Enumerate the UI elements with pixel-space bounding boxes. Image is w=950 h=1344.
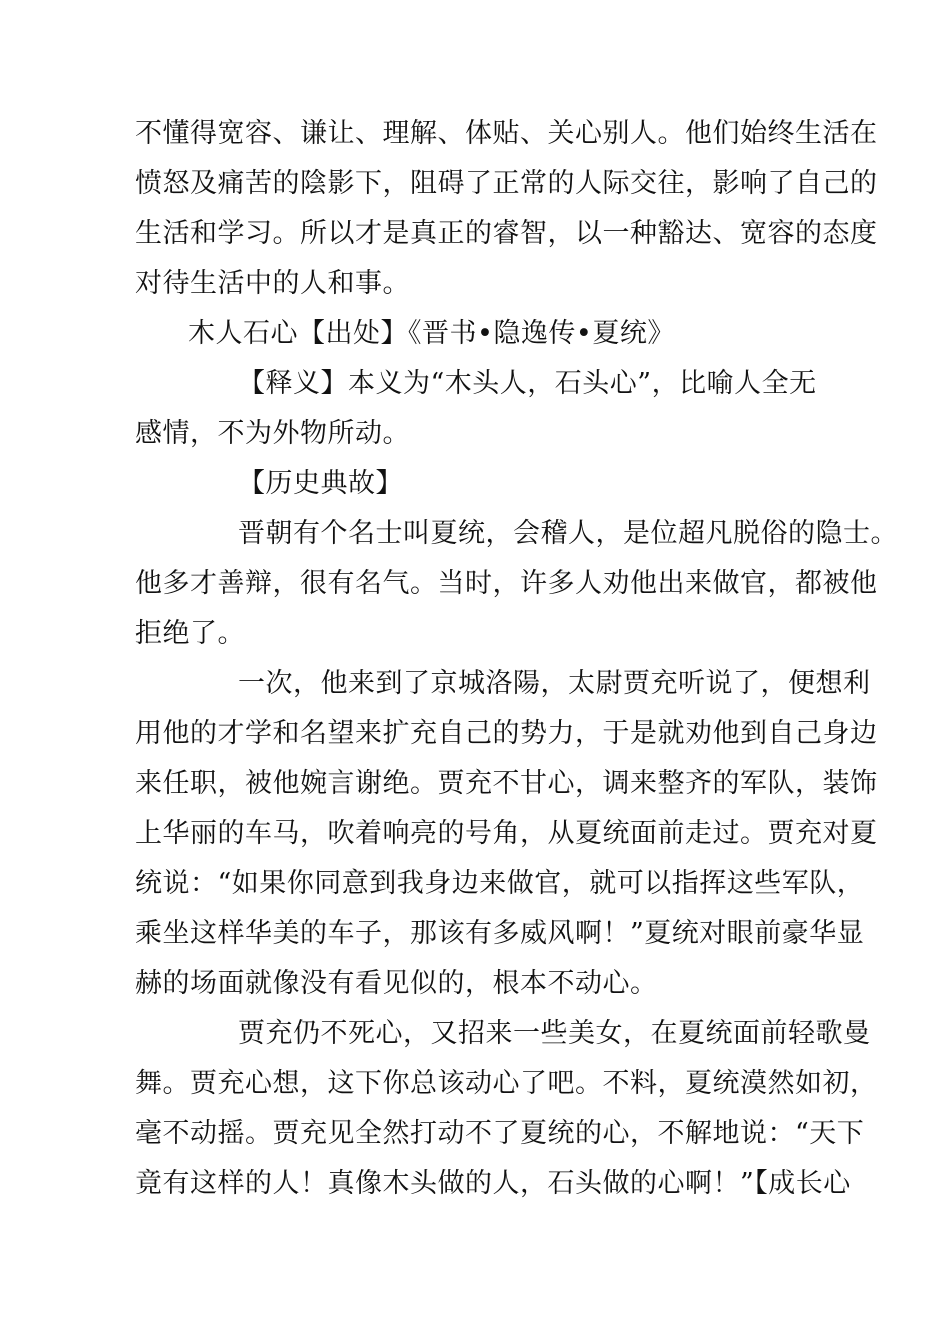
text-line: 晋朝有个名士叫夏统，会稽人，是位超凡脱俗的隐士。: [238, 518, 898, 549]
text-line: 乘坐这样华美的车子，那该有多威风啊！”夏统对眼前豪华显: [135, 918, 865, 949]
definition-line: 感情，不为外物所动。: [135, 418, 410, 449]
text-line: 毫不动摇。贾充见全然打动不了夏统的心，不解地说：“天下: [135, 1118, 865, 1149]
history-heading: 【历史典故】: [238, 468, 403, 499]
text-line: 愤怒及痛苦的陰影下，阻碍了正常的人际交往，影响了自己的: [135, 168, 878, 199]
text-line: 一次，他来到了京城洛陽，太尉贾充听说了，便想利: [238, 668, 871, 699]
text-line: 贾充仍不死心，又招来一些美女，在夏统面前轻歌曼: [238, 1018, 871, 1049]
text-line: 用他的才学和名望来扩充自己的势力，于是就劝他到自己身边: [135, 718, 878, 749]
text-line: 统说：“如果你同意到我身边来做官，就可以指挥这些军队，: [135, 868, 865, 899]
text-line: 生活和学习。所以才是真正的睿智，以一种豁达、宽容的态度: [135, 218, 878, 249]
text-line: 拒绝了。: [135, 618, 245, 649]
source-heading: 木人石心【出处】《晋书•隐逸传•夏统》: [188, 318, 675, 349]
text-line: 上华丽的车马，吹着响亮的号角，从夏统面前走过。贾充对夏: [135, 818, 878, 849]
text-line: 舞。贾充心想，这下你总该动心了吧。不料，夏统漠然如初，: [135, 1068, 878, 1099]
text-line: 不懂得宽容、谦让、理解、体贴、关心别人。他们始终生活在: [135, 118, 878, 149]
text-line: 他多才善辩，很有名气。当时，许多人劝他出来做官，都被他: [135, 568, 878, 599]
text-line: 赫的场面就像没有看见似的，根本不动心。: [135, 968, 658, 999]
text-line: 竟有这样的人！真像木头做的人，石头做的心啊！”【成长心: [135, 1168, 851, 1199]
text-line: 对待生活中的人和事。: [135, 268, 410, 299]
text-line: 来任职，被他婉言谢绝。贾充不甘心，调来整齐的军队，装饰: [135, 768, 878, 799]
definition-line: 【释义】本义为“木头人，石头心”，比喻人全无: [238, 368, 817, 399]
